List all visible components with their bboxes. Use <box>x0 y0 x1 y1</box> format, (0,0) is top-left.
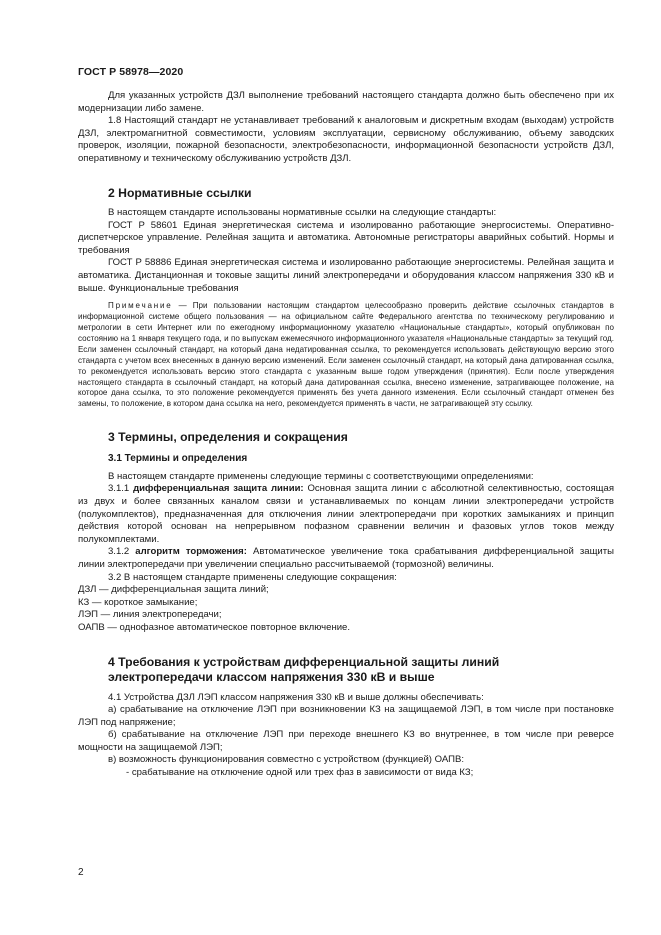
reference-gost-58601: ГОСТ Р 58601 Единая энергетическая система и изолированно работающие энергосистемы. Оперативно-диспетчерское управление. Релейная защита и автоматика. Автономные регистраторы аварийных событий. Нормы и требования <box>78 219 614 256</box>
term-name: алгоритм торможения: <box>135 546 247 558</box>
reference-note <box>78 301 614 410</box>
subsection-3-2: 3.2 В настоящем стандарте применены следующие сокращения: <box>108 571 397 583</box>
term-definition: Автоматическое увеличение тока срабатывания дифференциальной защиты линии электропередачи при увеличении специально рассчитываемой (тормозной) величины. <box>78 546 615 570</box>
term-number: 3.1.1 <box>108 483 134 495</box>
section-2-intro: В настоящем стандарте использованы нормативные ссылки на следующие стандарты: <box>108 207 497 219</box>
section-3-intro: В настоящем стандарте применены следующие термины с соответствующими определениями: <box>108 470 534 482</box>
clause-1-8: 1.8 Настоящий стандарт не устанавливает требований к аналоговым и дискретным входам (выходам) устройств ДЗЛ, электромагнитной совместимости, условиям эксплуатации, сервисному обслуживанию, объему заводских проверок, изоляции, пожарной безопасности, электробезопасности, информационной безопасности устройств ДЗЛ, оперативному и техническому обслуживанию устройств ДЗЛ. <box>78 115 614 164</box>
section-4-title <box>78 655 614 686</box>
note-label: Примечание <box>108 301 173 311</box>
clause-4-1-v-item: - срабатывание на отключение одной или трех фаз в зависимости от вида КЗ; <box>126 767 474 779</box>
term-name: дифференциальная защита линии: <box>133 483 304 495</box>
document-header: ГОСТ Р 58978—2020 <box>78 66 184 78</box>
abbreviation-item: ДЗЛ — дифференциальная защита линий; <box>78 584 269 596</box>
clause-4-1-a: а) срабатывание на отключение ЛЭП при возникновении КЗ на защищаемой ЛЭП, в том числе при постановке ЛЭП под напряжение; <box>78 704 614 728</box>
clause-4-1: 4.1 Устройства ДЗЛ ЛЭП классом напряжения 330 кВ и выше должны обеспечивать: <box>108 691 484 703</box>
subsection-3-1-title: 3.1 Термины и определения <box>108 452 248 464</box>
term-3-1-2 <box>78 546 614 571</box>
term-number: 3.1.2 <box>108 546 136 558</box>
note-text: — При пользовании настоящим стандартом целесообразно проверить действие ссылочных стандартов в информационной системе общего пользования — на официальном сайте Федерального агентства по техническому регулированию и метрологии в сети Интернет или по ежегодному информационному указателю «Национальные стандарты», который опубликован по состоянию на 1 января текущего года, и по выпускам ежемесячного информационного указателя «Национальные стандарты» за текущий год. Если заменен ссылочный стандарт, на который дана недатированная ссылка, то рекомендуется использовать действующую версию этого стандарта с учетом всех внесенных в данную версию изменений. Если заменен ссылочный стандарт, на который дана датированная ссылка, то рекомендуется использовать версию этого стандарта с указанным выше годом утверждения (принятия). Если после утверждения настоящего стандарта в ссылочный стандарт, на который дана датированная ссылка, внесено изменение, затрагивающее положение, на которое дана ссылка, то это положение рекомендуется применять без учета данного изменения. Если ссылочный стандарт отменен без замены, то положение, в котором дана ссылка на него, рекомендуется применять в части, не затрагивающей эту ссылку. <box>78 301 614 409</box>
intro-paragraph: Для указанных устройств ДЗЛ выполнение требований настоящего стандарта должно быть обеспечено при их модернизации либо замене. <box>78 90 614 114</box>
section-2-title: 2 Нормативные ссылки <box>108 185 252 200</box>
document-body <box>78 90 614 780</box>
abbreviation-item: КЗ — короткое замыкание; <box>78 596 198 608</box>
term-definition: Основная защита линии с абсолютной селективностью, состоящая из двух и более связанных каналом связи и устанавливаемых по концам линии электропередачи устройств (полукомплектов), предназначенная для отключения линии электропередачи при коротких замыканиях и принцип действия которой основан на непрерывном пофазном сравнении величин и фазовых углов токов между полукомплектами. <box>78 483 614 545</box>
clause-4-1-v: в) возможность функционирования совместно с устройством (функцией) ОАПВ: <box>108 754 464 766</box>
abbreviation-item: ЛЭП — линия электропередачи; <box>78 609 222 621</box>
abbreviation-item: ОАПВ — однофазное автоматическое повторное включение. <box>78 621 351 633</box>
section-4-title-line2: электропередачи классом напряжения 330 кВ и выше <box>108 670 435 684</box>
section-4-title-line1: 4 Требования к устройствам дифференциальной защиты линий <box>108 654 500 669</box>
reference-gost-58886: ГОСТ Р 58886 Единая энергетическая система и изолированно работающие энергосистемы. Релейная защита и автоматика. Дистанционная и токовые защиты линий электропередачи и оборудования классом напряжения 330 кВ и выше. Функциональные требования <box>78 257 614 294</box>
page-number: 2 <box>78 867 84 878</box>
section-3-title: 3 Термины, определения и сокращения <box>108 430 348 445</box>
clause-4-1-b: б) срабатывание на отключение ЛЭП при переходе внешнего КЗ во внутреннее, в том числе при реверсе мощности на защищаемой ЛЭП; <box>78 729 614 753</box>
term-3-1-1 <box>78 483 614 546</box>
